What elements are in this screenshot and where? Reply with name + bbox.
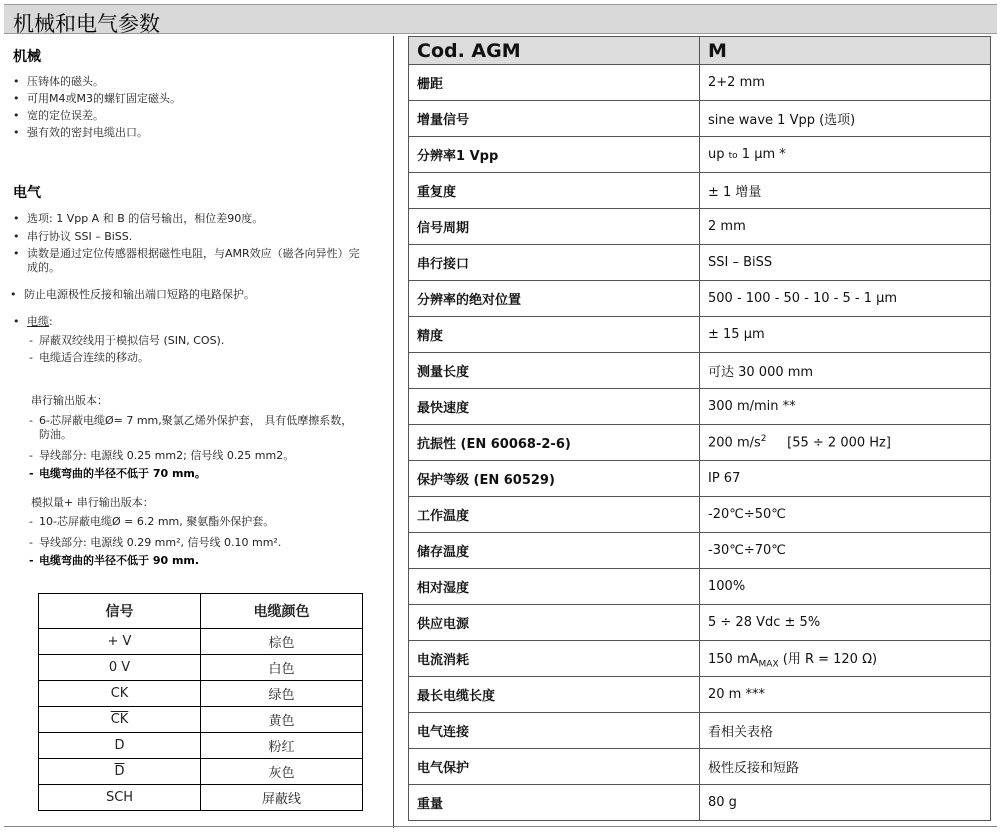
spec-value: -20℃÷50℃ — [700, 497, 991, 533]
spec-key: 精度 — [409, 317, 700, 353]
spec-row — [409, 101, 991, 137]
serial-item: - 6-芯屏蔽电缆Ø= 7 mm,聚氯乙烯外保护套， 具有低摩擦系数，防油。 — [29, 414, 353, 441]
spec-row — [409, 173, 991, 209]
elec-item: • 选项: 1 Vpp A 和 B 的信号输出，相位差90度。 — [13, 212, 264, 225]
table-row — [39, 759, 363, 785]
spec-row — [409, 245, 991, 281]
spec-key: 重复度 — [409, 173, 700, 209]
spec-value: 可达 30 000 mm — [700, 353, 991, 389]
color-cell: 棕色 — [201, 629, 363, 655]
spec-value: SSI – BiSS — [700, 245, 991, 281]
spec-key: 重量 — [409, 785, 700, 821]
spec-key: 电流消耗 — [409, 641, 700, 677]
spec-key: 保护等级 (EN 60529) — [409, 461, 700, 497]
spec-row — [409, 389, 991, 425]
signal-cell: 0 V — [39, 655, 201, 681]
cable-sub-item: - 屏蔽双绞线用于模拟信号 (SIN, COS). — [29, 334, 225, 347]
spec-value: 2+2 mm — [700, 65, 991, 101]
spec-row — [409, 461, 991, 497]
signal-cell: + V — [39, 629, 201, 655]
spec-key: 储存温度 — [409, 533, 700, 569]
spec-table — [408, 36, 991, 821]
cable-sub-item: - 电缆适合连续的移动。 — [29, 351, 149, 364]
column-header-signal: 信号 — [39, 594, 201, 629]
spec-value: 2 mm — [700, 209, 991, 245]
analog-item: - 导线部分: 电源线 0.29 mm², 信号线 0.10 mm². — [29, 536, 282, 549]
spec-header-model: M — [700, 37, 991, 65]
signal-cell-inverted: $\overline{D}$ — [39, 759, 201, 785]
mechanical-heading: 机械 — [13, 49, 41, 65]
spec-value: 20 m *** — [700, 677, 991, 713]
spec-key: 串行接口 — [409, 245, 700, 281]
spec-key: 信号周期 — [409, 209, 700, 245]
color-cell: 绿色 — [201, 681, 363, 707]
spec-key: 工作温度 — [409, 497, 700, 533]
spec-key: 最长电缆长度 — [409, 677, 700, 713]
spec-row — [409, 425, 991, 461]
spec-value: ± 1 增量 — [700, 173, 991, 209]
spec-key: 相对湿度 — [409, 569, 700, 605]
color-cell: 灰色 — [201, 759, 363, 785]
signal-cell-inverted: $\overline{CK}$ — [39, 707, 201, 733]
spec-key: 电气保护 — [409, 749, 700, 785]
table-row — [39, 655, 363, 681]
spec-row — [409, 317, 991, 353]
elec-item: • 串行协议 SSI – BiSS. — [13, 230, 133, 243]
spec-value: 200 $m/s^2$ [55 ÷ 2 000 Hz] — [700, 425, 991, 461]
protection-item: • 防止电源极性反接和输出端口短路的电路保护。 — [10, 288, 255, 301]
spec-value: 100% — [700, 569, 991, 605]
signal-cell: CK — [39, 681, 201, 707]
serial-item: - 电缆弯曲的半径不低于 70 mm。 — [29, 467, 206, 480]
serial-version-label: 串行输出版本： — [31, 394, 108, 407]
spec-key: 电气连接 — [409, 713, 700, 749]
signal-cell: SCH — [39, 785, 201, 811]
mech-item: • 强有效的密封电缆出口。 — [13, 126, 148, 139]
electrical-heading: 电气 — [13, 185, 41, 201]
column-header-cable-color: 电缆颜色 — [201, 594, 363, 629]
spec-row — [409, 605, 991, 641]
spec-key: 分辨率1 Vpp — [409, 137, 700, 173]
spec-value: 150 $mA_{MAX}$ (用 R = 120 Ω) — [700, 641, 991, 677]
table-row — [39, 707, 363, 733]
color-cell: 黄色 — [201, 707, 363, 733]
table-header-row — [39, 594, 363, 629]
spec-row — [409, 137, 991, 173]
spec-row — [409, 569, 991, 605]
spec-row — [409, 785, 991, 821]
spec-key: 栅距 — [409, 65, 700, 101]
spec-key: 抗振性 (EN 60068-2-6) — [409, 425, 700, 461]
elec-item: • 读数是通过定位传感器根据磁性电阻，与AMR效应（磁各向异性）完成的。 — [13, 247, 360, 274]
spec-value: 300 m/min ** — [700, 389, 991, 425]
spec-row — [409, 641, 991, 677]
mech-item: • 宽的定位误差。 — [13, 109, 104, 122]
spec-row — [409, 677, 991, 713]
cable-item: • 电缆: — [13, 315, 53, 328]
spec-value: 极性反接和短路 — [700, 749, 991, 785]
color-cell: 粉红 — [201, 733, 363, 759]
spec-row — [409, 713, 991, 749]
signal-cell: D — [39, 733, 201, 759]
table-row — [39, 629, 363, 655]
analog-item: - 电缆弯曲的半径不低于 90 mm. — [29, 554, 200, 567]
table-row — [39, 733, 363, 759]
table-row — [39, 785, 363, 811]
spec-value: ± 15 µm — [700, 317, 991, 353]
spec-key: 供应电源 — [409, 605, 700, 641]
spec-row — [409, 749, 991, 785]
spec-header-row — [409, 37, 991, 65]
mech-item: • 压铸体的磁头。 — [13, 75, 104, 88]
spec-key: 分辨率的绝对位置 — [409, 281, 700, 317]
spec-key: 测量长度 — [409, 353, 700, 389]
spec-value: IP 67 — [700, 461, 991, 497]
spec-row — [409, 281, 991, 317]
spec-key: 最快速度 — [409, 389, 700, 425]
spec-header-code: Cod. AGM — [409, 37, 700, 65]
cable-label: 电缆 — [27, 315, 49, 328]
page-title: 机械和电气参数 — [13, 12, 160, 36]
analog-version-label: 模拟量+ 串行输出版本： — [31, 496, 154, 509]
spec-key: 增量信号 — [409, 101, 700, 137]
color-cell: 白色 — [201, 655, 363, 681]
spec-value: 500 - 100 - 50 - 10 - 5 - 1 µm — [700, 281, 991, 317]
table-row — [39, 681, 363, 707]
spec-row — [409, 209, 991, 245]
description-column — [0, 0, 393, 832]
spec-value: 5 ÷ 28 Vdc ± 5% — [700, 605, 991, 641]
analog-item: - 10-芯屏蔽电缆Ø = 6.2 mm, 聚氨酯外保护套。 — [29, 515, 275, 528]
spec-row — [409, 65, 991, 101]
spec-row — [409, 533, 991, 569]
spec-row — [409, 497, 991, 533]
serial-item: - 导线部分: 电源线 0.25 mm2; 信号线 0.25 mm2。 — [29, 449, 295, 462]
spec-value: 80 g — [700, 785, 991, 821]
mech-item: • 可用M4或M3的螺钉固定磁头。 — [13, 92, 181, 105]
spec-value: -30℃÷70℃ — [700, 533, 991, 569]
spec-value: 看相关表格 — [700, 713, 991, 749]
color-cell: 屏蔽线 — [201, 785, 363, 811]
column-divider — [393, 36, 394, 828]
spec-row — [409, 353, 991, 389]
spec-value: up to 1 µm * — [700, 137, 991, 173]
spec-value: sine wave 1 Vpp (选项) — [700, 101, 991, 137]
cable-color-table — [38, 593, 363, 811]
